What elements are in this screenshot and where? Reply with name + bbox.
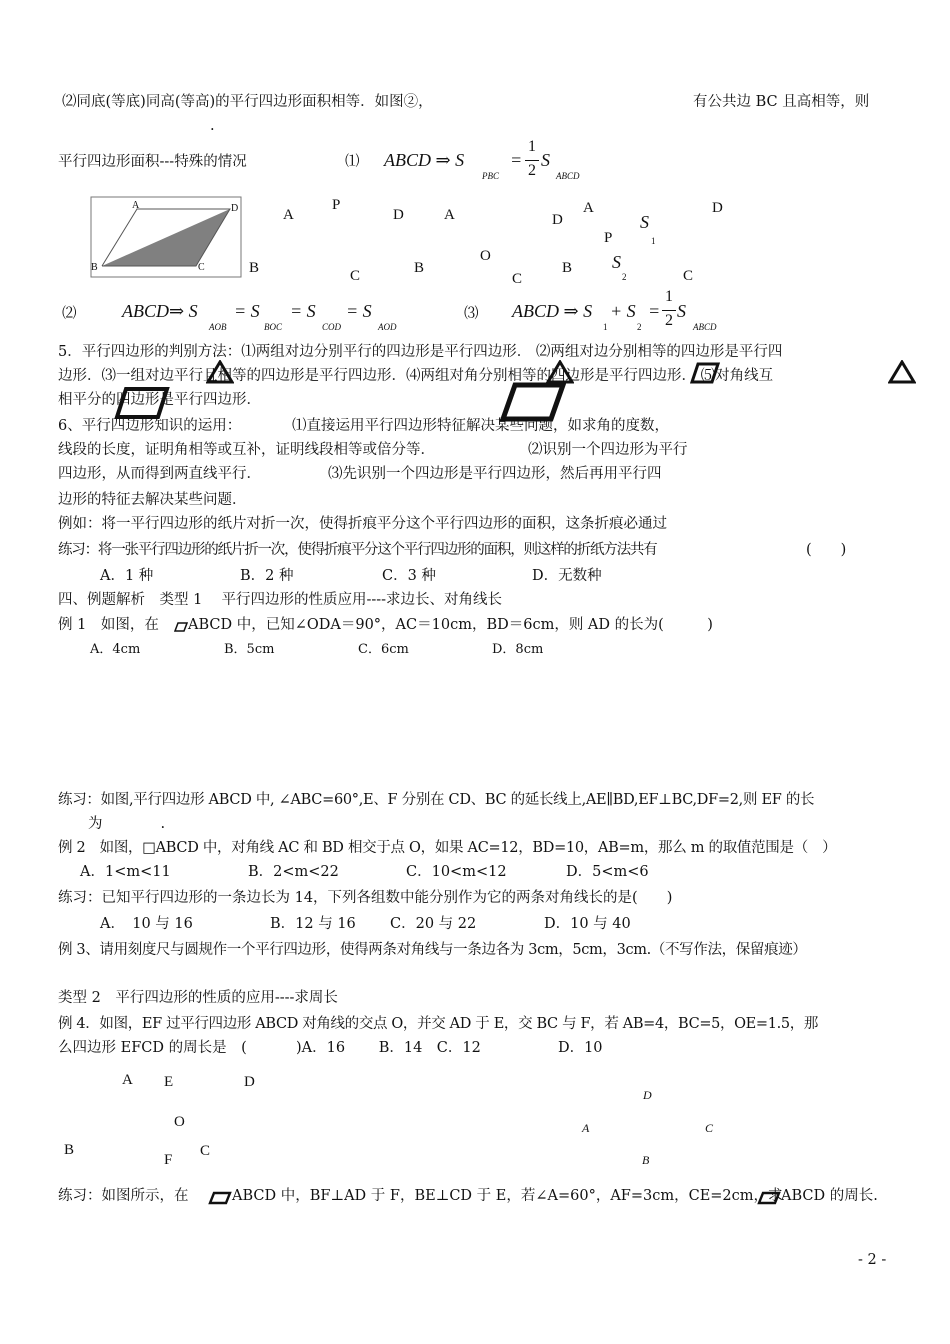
fig3-label-O: O	[480, 248, 491, 264]
fig5-label-E: E	[164, 1074, 174, 1090]
fig4-label-C: C	[683, 268, 694, 284]
fig4-label-D: D	[712, 200, 723, 216]
text-line: 四边形，从而得到两直线平行．	[58, 466, 261, 482]
text-line: 例 3、请用刻度尺与圆规作一个平行四边形，使得两条对角线与一条边各为 3cm，5cm，3cm.（不写作法，保留痕迹）	[58, 942, 807, 958]
text-line: 例 4．如图，EF 过平行四边形 ABCD 对角线的交点 O，并交 AD 于 E，交 BC 与 F，若 AB=4，BC=5，OE=1.5，那	[58, 1016, 819, 1032]
fig4-label-B: B	[562, 260, 573, 276]
fig2-label-C: C	[350, 268, 361, 284]
fig5-label-D: D	[244, 1074, 255, 1090]
triangle-icon	[888, 360, 916, 384]
text-line: ABCD 中，已知∠ODA＝90°，AC＝10cm，BD＝6cm，则 AD 的长为( )	[188, 617, 713, 633]
choice-B: B．12 与 16	[270, 916, 356, 932]
choice-A: A．1 种	[100, 568, 154, 584]
choice-C: C．6cm	[358, 642, 409, 657]
text-line: )A．16 B．14 C．12 D．10	[296, 1040, 603, 1056]
fig4-label-S2: S	[612, 252, 621, 272]
choice-C: C．3 种	[382, 568, 436, 584]
fig4-label-S1: S	[640, 212, 649, 232]
page-number: - 2 -	[858, 1252, 887, 1268]
parallelogram-symbol-icon	[208, 1191, 232, 1205]
fig3-label-B: B	[414, 260, 425, 276]
answer-bracket: ( )	[806, 542, 847, 558]
fig5-label-O: O	[174, 1114, 185, 1130]
text-line: ABCD 中，BF⊥AD 于 F，BE⊥CD 于 E，若∠A=60°，AF=3cm，CE=2cm，求	[232, 1188, 783, 1204]
fig6-label-C: C	[705, 1121, 714, 1135]
text-line: ⑵同底(等底)同高(等高)的平行四边形面积相等．如图②，	[62, 94, 433, 110]
fig6-label-B: B	[642, 1153, 650, 1167]
fig2-label-A: A	[283, 207, 294, 223]
figure-parallelogram-shaded	[90, 196, 242, 278]
text-line: 么四边形 EFCD 的周长是 (	[58, 1040, 247, 1056]
fig6-label-D: D	[643, 1088, 652, 1102]
text-line: 为 .	[88, 816, 166, 832]
fig5-label-C: C	[200, 1143, 211, 1159]
formula-number: ⑵	[62, 306, 77, 322]
text-line: 边形．⑶一组对边平行且相等的四边形是平行四边形．⑷两组对角分别相等的四边形是平行四边形． ⑸对角线互	[58, 368, 774, 384]
fig4-label-A: A	[583, 200, 594, 216]
choice-D: D．10 与 40	[544, 916, 631, 932]
text-line: ⑴直接运用平行四边形特征解决某些问题，如求角的度数，	[292, 418, 669, 434]
parallelogram-symbol-icon	[174, 622, 188, 632]
text-line: 平行四边形面积---特殊的情况	[58, 154, 247, 170]
section-heading: 四、例题解析 类型 1 平行四边形的性质应用----求边长、对角线长	[58, 592, 503, 608]
text-line: 有公共边 BC 且高相等，则	[693, 94, 870, 110]
fig1-label-D: D	[231, 203, 239, 214]
text-line: 6、平行四边形知识的运用：	[58, 418, 242, 434]
choice-C: C．20 与 22	[390, 916, 477, 932]
choice-B: B．5cm	[224, 642, 275, 657]
fig4-label-S2-sub: 2	[622, 272, 627, 282]
fig5-label-F: F	[164, 1152, 173, 1168]
fig3-label-C: C	[512, 271, 523, 287]
triangle-icon	[206, 360, 234, 384]
fig1-label-C: C	[198, 262, 205, 273]
text-line: 线段的长度，证明角相等或互补，证明线段相等或倍分等．	[58, 442, 435, 458]
fig2-label-P: P	[332, 197, 341, 213]
choice-D: D．无数种	[532, 568, 602, 584]
text-line: 练习：如图,平行四边形 ABCD 中, ∠ABC=60°,E、F 分别在 CD、BC 的延长线上,AE∥BD,EF⊥BC,DF=2,则 EF 的长	[58, 792, 815, 808]
choice-D: D．8cm	[492, 642, 544, 657]
text-line: 例 1 如图，在	[58, 617, 159, 633]
text-line: 练习：将一张平行四边形的纸片折一次，使得折痕平分这个平行四边形的面积，则这样的折纸方法共有	[58, 542, 657, 558]
choice-B: B．2 种	[240, 568, 294, 584]
fig1-label-A: A	[132, 200, 140, 211]
fig2-label-B: B	[249, 260, 260, 276]
choice-C: C．10<m<12	[406, 864, 507, 880]
fig3-label-A: A	[444, 207, 455, 223]
text-line: 练习：已知平行四边形的一条边长为 14，下列各组数中能分别作为它的两条对角线长的是( )	[58, 890, 673, 906]
text-line: 例 2 如图，□ABCD 中，对角线 AC 和 BD 相交于点 O，如果 AC=12，BD=10，AB=m，那么 m 的取值范围是（ ）	[58, 840, 837, 856]
text-line: ⑵识别一个四边形为平行	[528, 442, 688, 458]
parallelogram-icon	[690, 362, 720, 384]
formula-number: ⑶	[464, 306, 479, 322]
text-line: ⑶先识别一个四边形是平行四边形，然后再用平行四	[328, 466, 662, 482]
fig4-label-P: P	[604, 230, 613, 246]
parallelogram-icon	[114, 386, 170, 420]
fig1-label-B: B	[91, 262, 98, 273]
text-line: 练习：如图所示，在	[58, 1188, 189, 1204]
choice-B: B．2<m<22	[248, 864, 339, 880]
fig3-label-D: D	[552, 212, 563, 228]
text-line: ABCD 的周长.	[781, 1188, 878, 1204]
choice-A: A． 10 与 16	[100, 916, 193, 932]
text-line: 边形的特征去解决某些问题．	[58, 492, 247, 508]
text-line: 相平分的四边形是平行四边形．	[58, 392, 261, 408]
choice-A: A．4cm	[90, 642, 141, 657]
text-line: 5．平行四边形的判别方法：⑴两组对边分别平行的四边形是平行四边形． ⑵两组对边分别相等的四边形是平行四	[58, 344, 783, 360]
choice-D: D．5<m<6	[566, 864, 649, 880]
fig5-label-A: A	[122, 1072, 133, 1088]
text-line: 例如：将一平行四边形的纸片对折一次，使得折痕平分这个平行四边形的面积，这条折痕必通过	[58, 516, 667, 532]
fig2-label-D: D	[393, 207, 404, 223]
fig4-label-S1-sub: 1	[651, 236, 656, 246]
fig6-label-A: A	[582, 1121, 590, 1135]
triangle-icon	[546, 360, 574, 384]
fig5-label-B: B	[64, 1142, 75, 1158]
formula-number: ⑴	[345, 154, 360, 170]
parallelogram-symbol-icon	[757, 1191, 781, 1205]
section-heading: 类型 2 平行四边形的性质的应用----求周长	[58, 990, 338, 1006]
text-line: .	[210, 118, 215, 134]
choice-A: A．1<m<11	[80, 864, 171, 880]
